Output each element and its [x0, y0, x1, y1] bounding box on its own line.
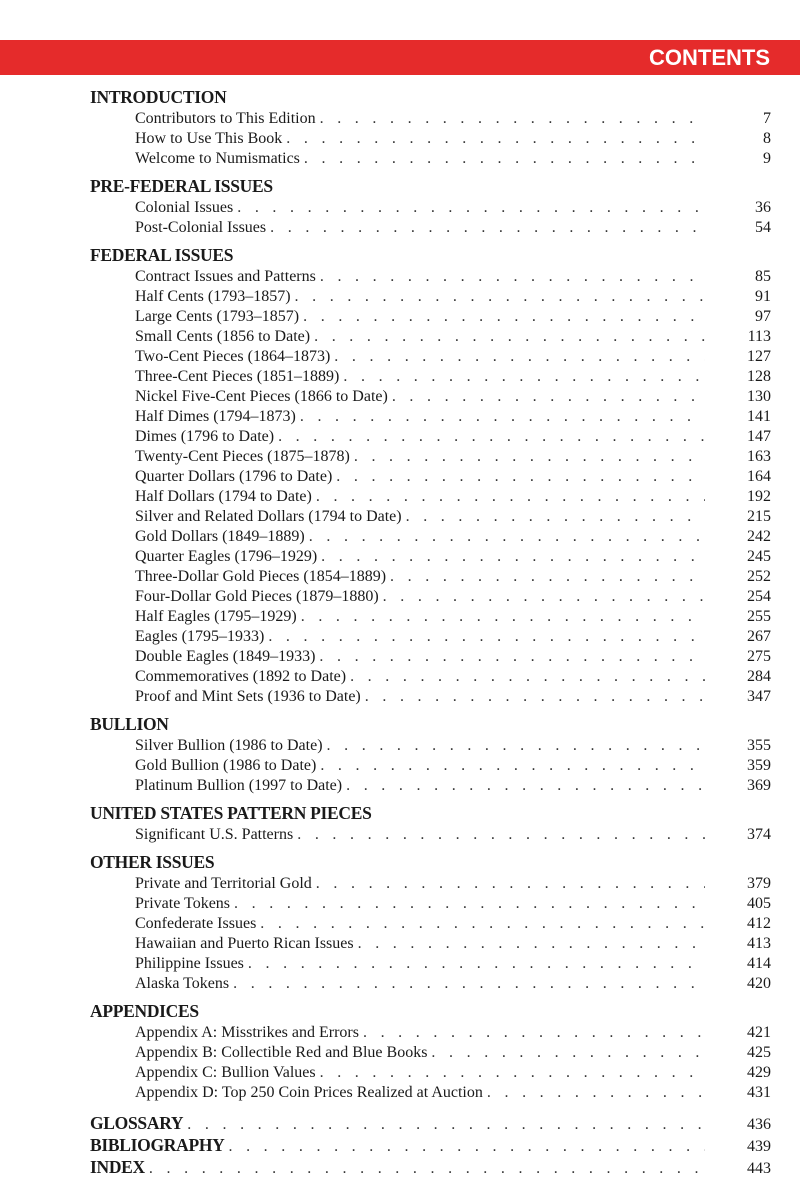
entry-label: Gold Dollars (1849–1889) [135, 528, 305, 545]
toc-entry[interactable] [135, 776, 771, 796]
entry-label: Private Tokens [135, 895, 231, 912]
dot-leader [327, 736, 705, 756]
entry-label: Small Cents (1856 to Date) [135, 328, 311, 345]
entry-page: 359 [747, 757, 771, 774]
toc-entry[interactable] [135, 667, 771, 687]
entry-page: 414 [747, 955, 771, 972]
dot-leader [237, 198, 705, 218]
toc-entry[interactable] [135, 487, 771, 507]
dot-leader [187, 1114, 705, 1136]
dot-leader [358, 934, 705, 954]
entry-page: 347 [747, 688, 771, 705]
dot-leader [390, 567, 705, 587]
entry-page: 163 [747, 448, 771, 465]
dot-leader [431, 1043, 705, 1063]
toc-entry[interactable] [135, 527, 771, 547]
entry-page: 97 [755, 308, 771, 325]
toc-end-matter [90, 1112, 771, 1178]
entry-label: Eagles (1795–1933) [135, 628, 265, 645]
toc-entry[interactable] [135, 109, 771, 129]
toc-entry[interactable] [135, 954, 771, 974]
entry-label: Silver and Related Dollars (1794 to Date) [135, 508, 402, 525]
dot-leader [354, 447, 705, 467]
dot-leader [228, 1136, 705, 1158]
entry-page: 443 [747, 1160, 771, 1177]
entry-label: Contract Issues and Patterns [135, 268, 316, 285]
entry-label: Contributors to This Edition [135, 110, 316, 127]
entry-label: Dimes (1796 to Date) [135, 428, 275, 445]
entry-label: Welcome to Numismatics [135, 150, 300, 167]
entry-label: Half Eagles (1795–1929) [135, 608, 297, 625]
entry-label: Philippine Issues [135, 955, 244, 972]
dot-leader [320, 109, 705, 129]
toc-entry[interactable] [135, 129, 771, 149]
entry-page: 245 [747, 548, 771, 565]
entry-page: 54 [755, 219, 771, 236]
toc-entry[interactable] [135, 587, 771, 607]
entry-label: Confederate Issues [135, 915, 257, 932]
section-heading: OTHER ISSUES [90, 852, 215, 872]
entry-label: Nickel Five-Cent Pieces (1866 to Date) [135, 388, 388, 405]
page-title: CONTENTS [649, 45, 770, 70]
toc-entry[interactable] [135, 874, 771, 894]
toc-entry[interactable] [135, 736, 771, 756]
dot-leader [304, 149, 705, 169]
entry-label: Silver Bullion (1986 to Date) [135, 737, 323, 754]
dot-leader [363, 1023, 705, 1043]
entry-page: 355 [747, 737, 771, 754]
dot-leader [320, 756, 705, 776]
dot-leader [320, 267, 705, 287]
dot-leader [406, 507, 705, 527]
entry-label: Three-Cent Pieces (1851–1889) [135, 368, 340, 385]
dot-leader [392, 387, 705, 407]
dot-leader [286, 129, 705, 149]
toc-entry[interactable] [135, 1023, 771, 1043]
entry-page: 405 [747, 895, 771, 912]
toc-section-pre-federal-issues [90, 175, 771, 238]
entry-page: 141 [747, 408, 771, 425]
entry-page: 254 [747, 588, 771, 605]
toc-entry[interactable] [135, 607, 771, 627]
entry-page: 113 [747, 328, 771, 345]
toc-section-bullion [90, 713, 771, 796]
dot-leader [260, 914, 705, 934]
entry-page: 284 [747, 668, 771, 685]
dot-leader [319, 647, 705, 667]
entry-page: 252 [747, 568, 771, 585]
dot-leader [320, 1063, 705, 1083]
entry-label: Platinum Bullion (1997 to Date) [135, 777, 343, 794]
entry-label: Quarter Dollars (1796 to Date) [135, 468, 333, 485]
dot-leader [316, 487, 705, 507]
dot-leader [487, 1083, 705, 1103]
dot-leader [343, 367, 705, 387]
dot-leader [297, 825, 705, 845]
toc-entry[interactable] [135, 198, 771, 218]
entry-label: Appendix B: Collectible Red and Blue Books [135, 1044, 428, 1061]
dot-leader [233, 974, 705, 994]
toc-entry[interactable] [135, 627, 771, 647]
contents-banner [0, 40, 800, 75]
entry-page: 413 [747, 935, 771, 952]
toc-entry[interactable] [135, 1083, 771, 1103]
entry-page: 36 [755, 199, 771, 216]
entry-label: Twenty-Cent Pieces (1875–1878) [135, 448, 350, 465]
dot-leader [334, 347, 705, 367]
entry-page: 147 [747, 428, 771, 445]
dot-leader [350, 667, 705, 687]
entry-page: 439 [747, 1138, 771, 1155]
section-heading: FEDERAL ISSUES [90, 245, 234, 265]
dot-leader [278, 427, 705, 447]
entry-page: 130 [747, 388, 771, 405]
entry-page: 369 [747, 777, 771, 794]
dot-leader [300, 407, 705, 427]
entry-label: Alaska Tokens [135, 975, 230, 992]
toc-entry[interactable] [135, 427, 771, 447]
entry-label: Half Dimes (1794–1873) [135, 408, 296, 425]
section-heading: UNITED STATES PATTERN PIECES [90, 803, 372, 823]
entry-page: 436 [747, 1116, 771, 1133]
entry-page: 429 [747, 1064, 771, 1081]
entry-page: 421 [747, 1024, 771, 1041]
entry-label: Colonial Issues [135, 199, 234, 216]
entry-page: 91 [755, 288, 771, 305]
toc-entry[interactable] [135, 327, 771, 347]
entry-label: Post-Colonial Issues [135, 219, 267, 236]
dot-leader [234, 894, 705, 914]
dot-leader [309, 527, 705, 547]
entry-page: 275 [747, 648, 771, 665]
entry-page: 7 [763, 110, 771, 127]
toc-section-pattern-pieces [90, 802, 771, 845]
entry-page: 9 [763, 150, 771, 167]
entry-label: GLOSSARY [90, 1113, 184, 1133]
toc-entry-glossary[interactable] [90, 1112, 771, 1134]
toc-entry[interactable] [135, 1063, 771, 1083]
toc-entry[interactable] [135, 1043, 771, 1063]
section-heading: BULLION [90, 714, 169, 734]
entry-label: Significant U.S. Patterns [135, 826, 294, 843]
entry-page: 164 [747, 468, 771, 485]
toc-entry[interactable] [135, 507, 771, 527]
toc-entry[interactable] [135, 914, 771, 934]
toc-entry[interactable] [135, 756, 771, 776]
dot-leader [321, 547, 705, 567]
toc-entry[interactable] [135, 267, 771, 287]
dot-leader [346, 776, 705, 796]
entry-label: Private and Territorial Gold [135, 875, 312, 892]
toc-section-appendices [90, 1000, 771, 1103]
toc-entry[interactable] [135, 218, 771, 238]
entry-page: 379 [747, 875, 771, 892]
toc-entry-index[interactable] [90, 1156, 771, 1178]
toc-section-other-issues [90, 851, 771, 994]
toc-entry[interactable] [135, 547, 771, 567]
toc-entry[interactable] [135, 387, 771, 407]
entry-label: Four-Dollar Gold Pieces (1879–1880) [135, 588, 379, 605]
toc-section-introduction [90, 86, 771, 169]
dot-leader [316, 874, 705, 894]
dot-leader [268, 627, 705, 647]
entry-page: 242 [747, 528, 771, 545]
toc-entry[interactable] [135, 934, 771, 954]
dot-leader [336, 467, 705, 487]
dot-leader [303, 307, 705, 327]
toc-entry[interactable] [135, 447, 771, 467]
entry-label: BIBLIOGRAPHY [90, 1135, 225, 1155]
entry-page: 128 [747, 368, 771, 385]
toc-entry[interactable] [135, 567, 771, 587]
dot-leader [383, 587, 705, 607]
entry-page: 267 [747, 628, 771, 645]
entry-label: Appendix D: Top 250 Coin Prices Realized at Auction [135, 1084, 483, 1101]
toc-entry-bibliography[interactable] [90, 1134, 771, 1156]
entry-label: Gold Bullion (1986 to Date) [135, 757, 317, 774]
entry-label: Proof and Mint Sets (1936 to Date) [135, 688, 361, 705]
entry-label: Quarter Eagles (1796–1929) [135, 548, 318, 565]
entry-page: 85 [755, 268, 771, 285]
entry-label: Double Eagles (1849–1933) [135, 648, 316, 665]
toc-entry[interactable] [135, 825, 771, 845]
dot-leader [314, 327, 705, 347]
toc-entry[interactable] [135, 307, 771, 327]
section-heading: PRE-FEDERAL ISSUES [90, 176, 273, 196]
entry-page: 420 [747, 975, 771, 992]
entry-label: Three-Dollar Gold Pieces (1854–1889) [135, 568, 387, 585]
toc-entry[interactable] [135, 287, 771, 307]
entry-label: Appendix C: Bullion Values [135, 1064, 316, 1081]
entry-label: Commemoratives (1892 to Date) [135, 668, 347, 685]
entry-page: 374 [747, 826, 771, 843]
entry-label: Appendix A: Misstrikes and Errors [135, 1024, 359, 1041]
toc-entry[interactable] [135, 367, 771, 387]
entry-page: 425 [747, 1044, 771, 1061]
dot-leader [149, 1158, 705, 1180]
dot-leader [295, 287, 705, 307]
toc-section-federal-issues [90, 244, 771, 707]
toc-entry[interactable] [135, 894, 771, 914]
entry-page: 192 [747, 488, 771, 505]
entry-label: Large Cents (1793–1857) [135, 308, 300, 325]
entry-label: Two-Cent Pieces (1864–1873) [135, 348, 331, 365]
section-heading: APPENDICES [90, 1001, 199, 1021]
toc-entry[interactable] [135, 149, 771, 169]
dot-leader [270, 218, 705, 238]
entry-label: Half Dollars (1794 to Date) [135, 488, 312, 505]
section-heading: INTRODUCTION [90, 87, 227, 107]
toc-entry[interactable] [135, 974, 771, 994]
entry-page: 431 [747, 1084, 771, 1101]
dot-leader [248, 954, 705, 974]
dot-leader [365, 687, 705, 707]
entry-page: 8 [763, 130, 771, 147]
toc-entry[interactable] [135, 647, 771, 667]
entry-page: 412 [747, 915, 771, 932]
entry-label: Half Cents (1793–1857) [135, 288, 291, 305]
toc-entry[interactable] [135, 347, 771, 367]
entry-page: 255 [747, 608, 771, 625]
entry-page: 215 [747, 508, 771, 525]
entry-label: INDEX [90, 1157, 145, 1177]
entry-page: 127 [747, 348, 771, 365]
dot-leader [301, 607, 705, 627]
toc-entry[interactable] [135, 467, 771, 487]
entry-label: How to Use This Book [135, 130, 283, 147]
table-of-contents [90, 86, 771, 1178]
toc-entry[interactable] [135, 687, 771, 707]
entry-label: Hawaiian and Puerto Rican Issues [135, 935, 354, 952]
toc-entry[interactable] [135, 407, 771, 427]
